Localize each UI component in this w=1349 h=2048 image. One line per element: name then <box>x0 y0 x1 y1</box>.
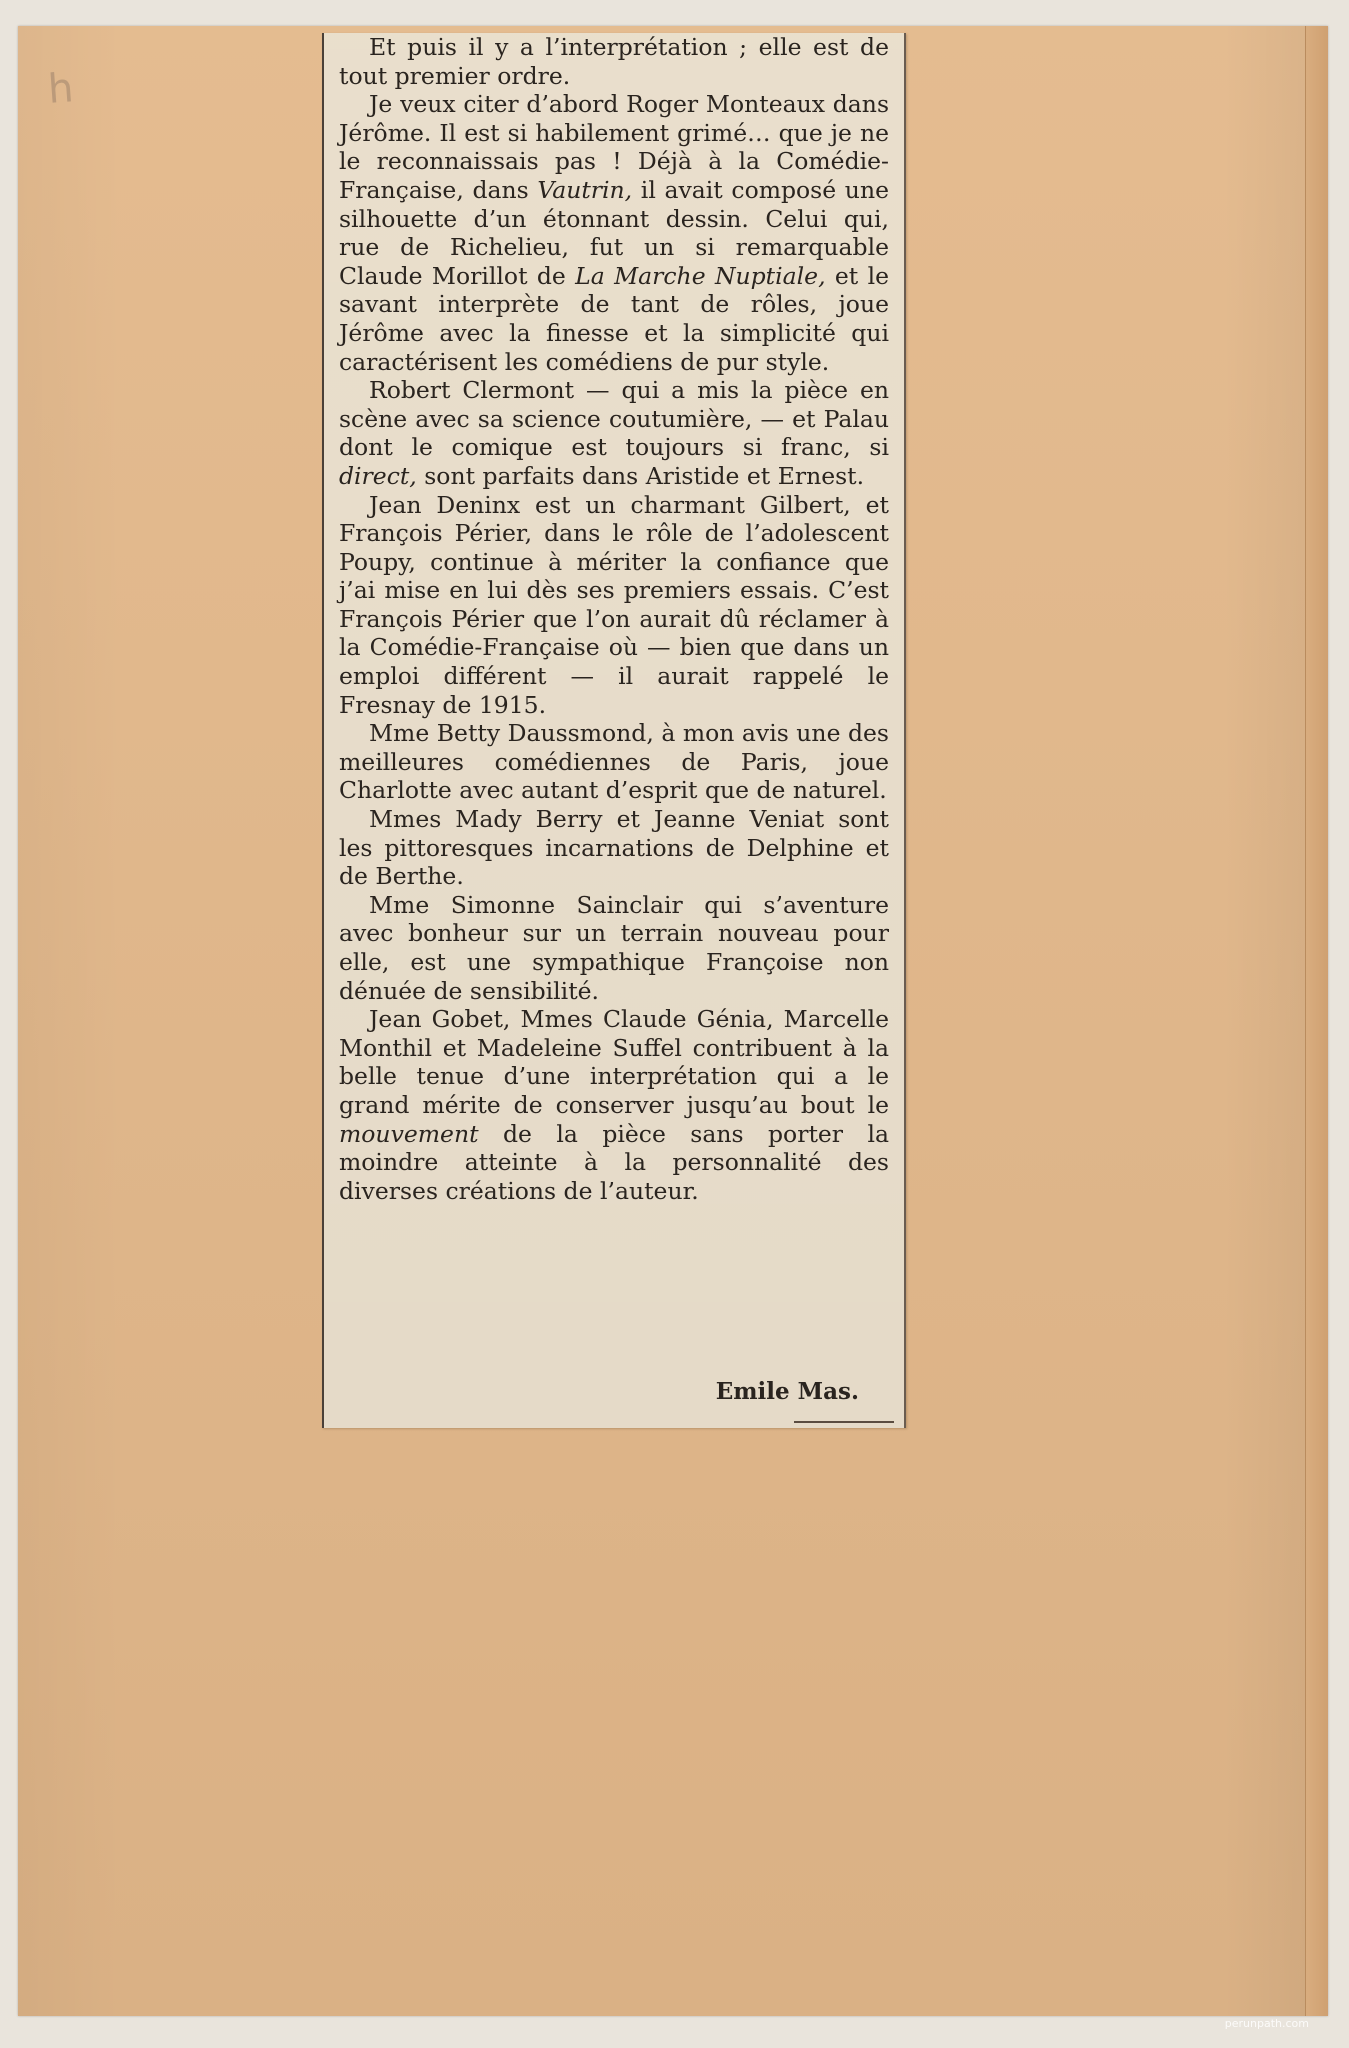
paragraph-text: Mme Simonne Sainclair qui s’aventure avec bonheur sur un terrain nouveau pour elle, est une sympathique Françoise non dénuée de sensibilité. <box>339 890 889 1005</box>
paragraph-text: de la pièce sans porter la moindre atteinte à la personnalité des diverses créations de l’auteur. <box>339 1119 889 1205</box>
article-paragraph <box>339 1005 889 1205</box>
paragraph-text: il avait composé une silhouette d’un étonnant dessin. Celui qui, rue de Richelieu, fut un si remarquable Claude Morillot de <box>339 175 889 290</box>
paragraph-text: Jean Deninx est un charmant Gilbert, et François Périer, dans le rôle de l’adolescent Poupy, continue à mériter la confiance que j’ai mise en lui dès ses premiers essais. C’est François Périer que l’on aurait dû réclamer à la Comédie-Française où — bien que dans un emploi différent — il aurait rappelé le Fresnay de 1915. <box>339 490 889 719</box>
watermark: perunpath.com <box>1224 2017 1309 2030</box>
article-paragraph <box>339 491 889 720</box>
italic-title: La Marche Nuptiale, <box>575 261 826 290</box>
article-paragraph <box>339 891 889 1005</box>
paragraph-text: Robert Clermont — qui a mis la pièce en scène avec sa science coutumière, — et Palau dont le comique est toujours si franc, si <box>339 376 889 462</box>
article-paragraph <box>339 805 889 891</box>
sheet-right-edge <box>1305 26 1328 2016</box>
paragraph-text: Je veux citer d’abord Roger Monteaux dans Jérôme. Il est si habilement grimé… que je ne le reconnaissais pas ! Déjà à la Comédie-Française, dans <box>339 90 889 204</box>
author-signature: Emile Mas. <box>715 1378 859 1405</box>
article-body <box>339 33 889 1205</box>
pencil-annotation: h <box>46 65 75 113</box>
article-paragraph <box>339 90 889 376</box>
paragraph-text: Mmes Mady Berry et Jeanne Veniat sont les pittoresques incarnations de Delphine et de Berthe. <box>339 805 889 891</box>
paragraph-text: Et puis il y a l’interprétation ; elle est de tout premier ordre. <box>339 33 889 90</box>
paragraph-text: et le savant interprète de tant de rôles, joue Jérôme avec la finesse et la simplicité qui caractérisent les comédiens de pur style. <box>339 261 889 376</box>
paragraph-text: Jean Gobet, Mmes Claude Génia, Marcelle Monthil et Madeleine Suffel contribuent à la belle tenue d’une interprétation qui a le grand mérite de conserver jusqu’au bout le <box>339 1005 889 1119</box>
article-paragraph <box>339 376 889 490</box>
paragraph-text: Mme Betty Daussmond, à mon avis une des meilleures comédiennes de Paris, joue Charlotte avec autant d’esprit que de naturel. <box>339 719 889 805</box>
article-paragraph <box>339 719 889 805</box>
paragraph-text: sont parfaits dans Aristide et Ernest. <box>416 461 865 490</box>
article-paragraph <box>339 33 889 90</box>
bottom-rule <box>794 1421 894 1423</box>
italic-title: Vautrin, <box>537 175 633 204</box>
italic-title: direct, <box>339 461 417 490</box>
newspaper-clipping <box>322 33 906 1428</box>
italic-title: mouvement <box>339 1119 479 1148</box>
